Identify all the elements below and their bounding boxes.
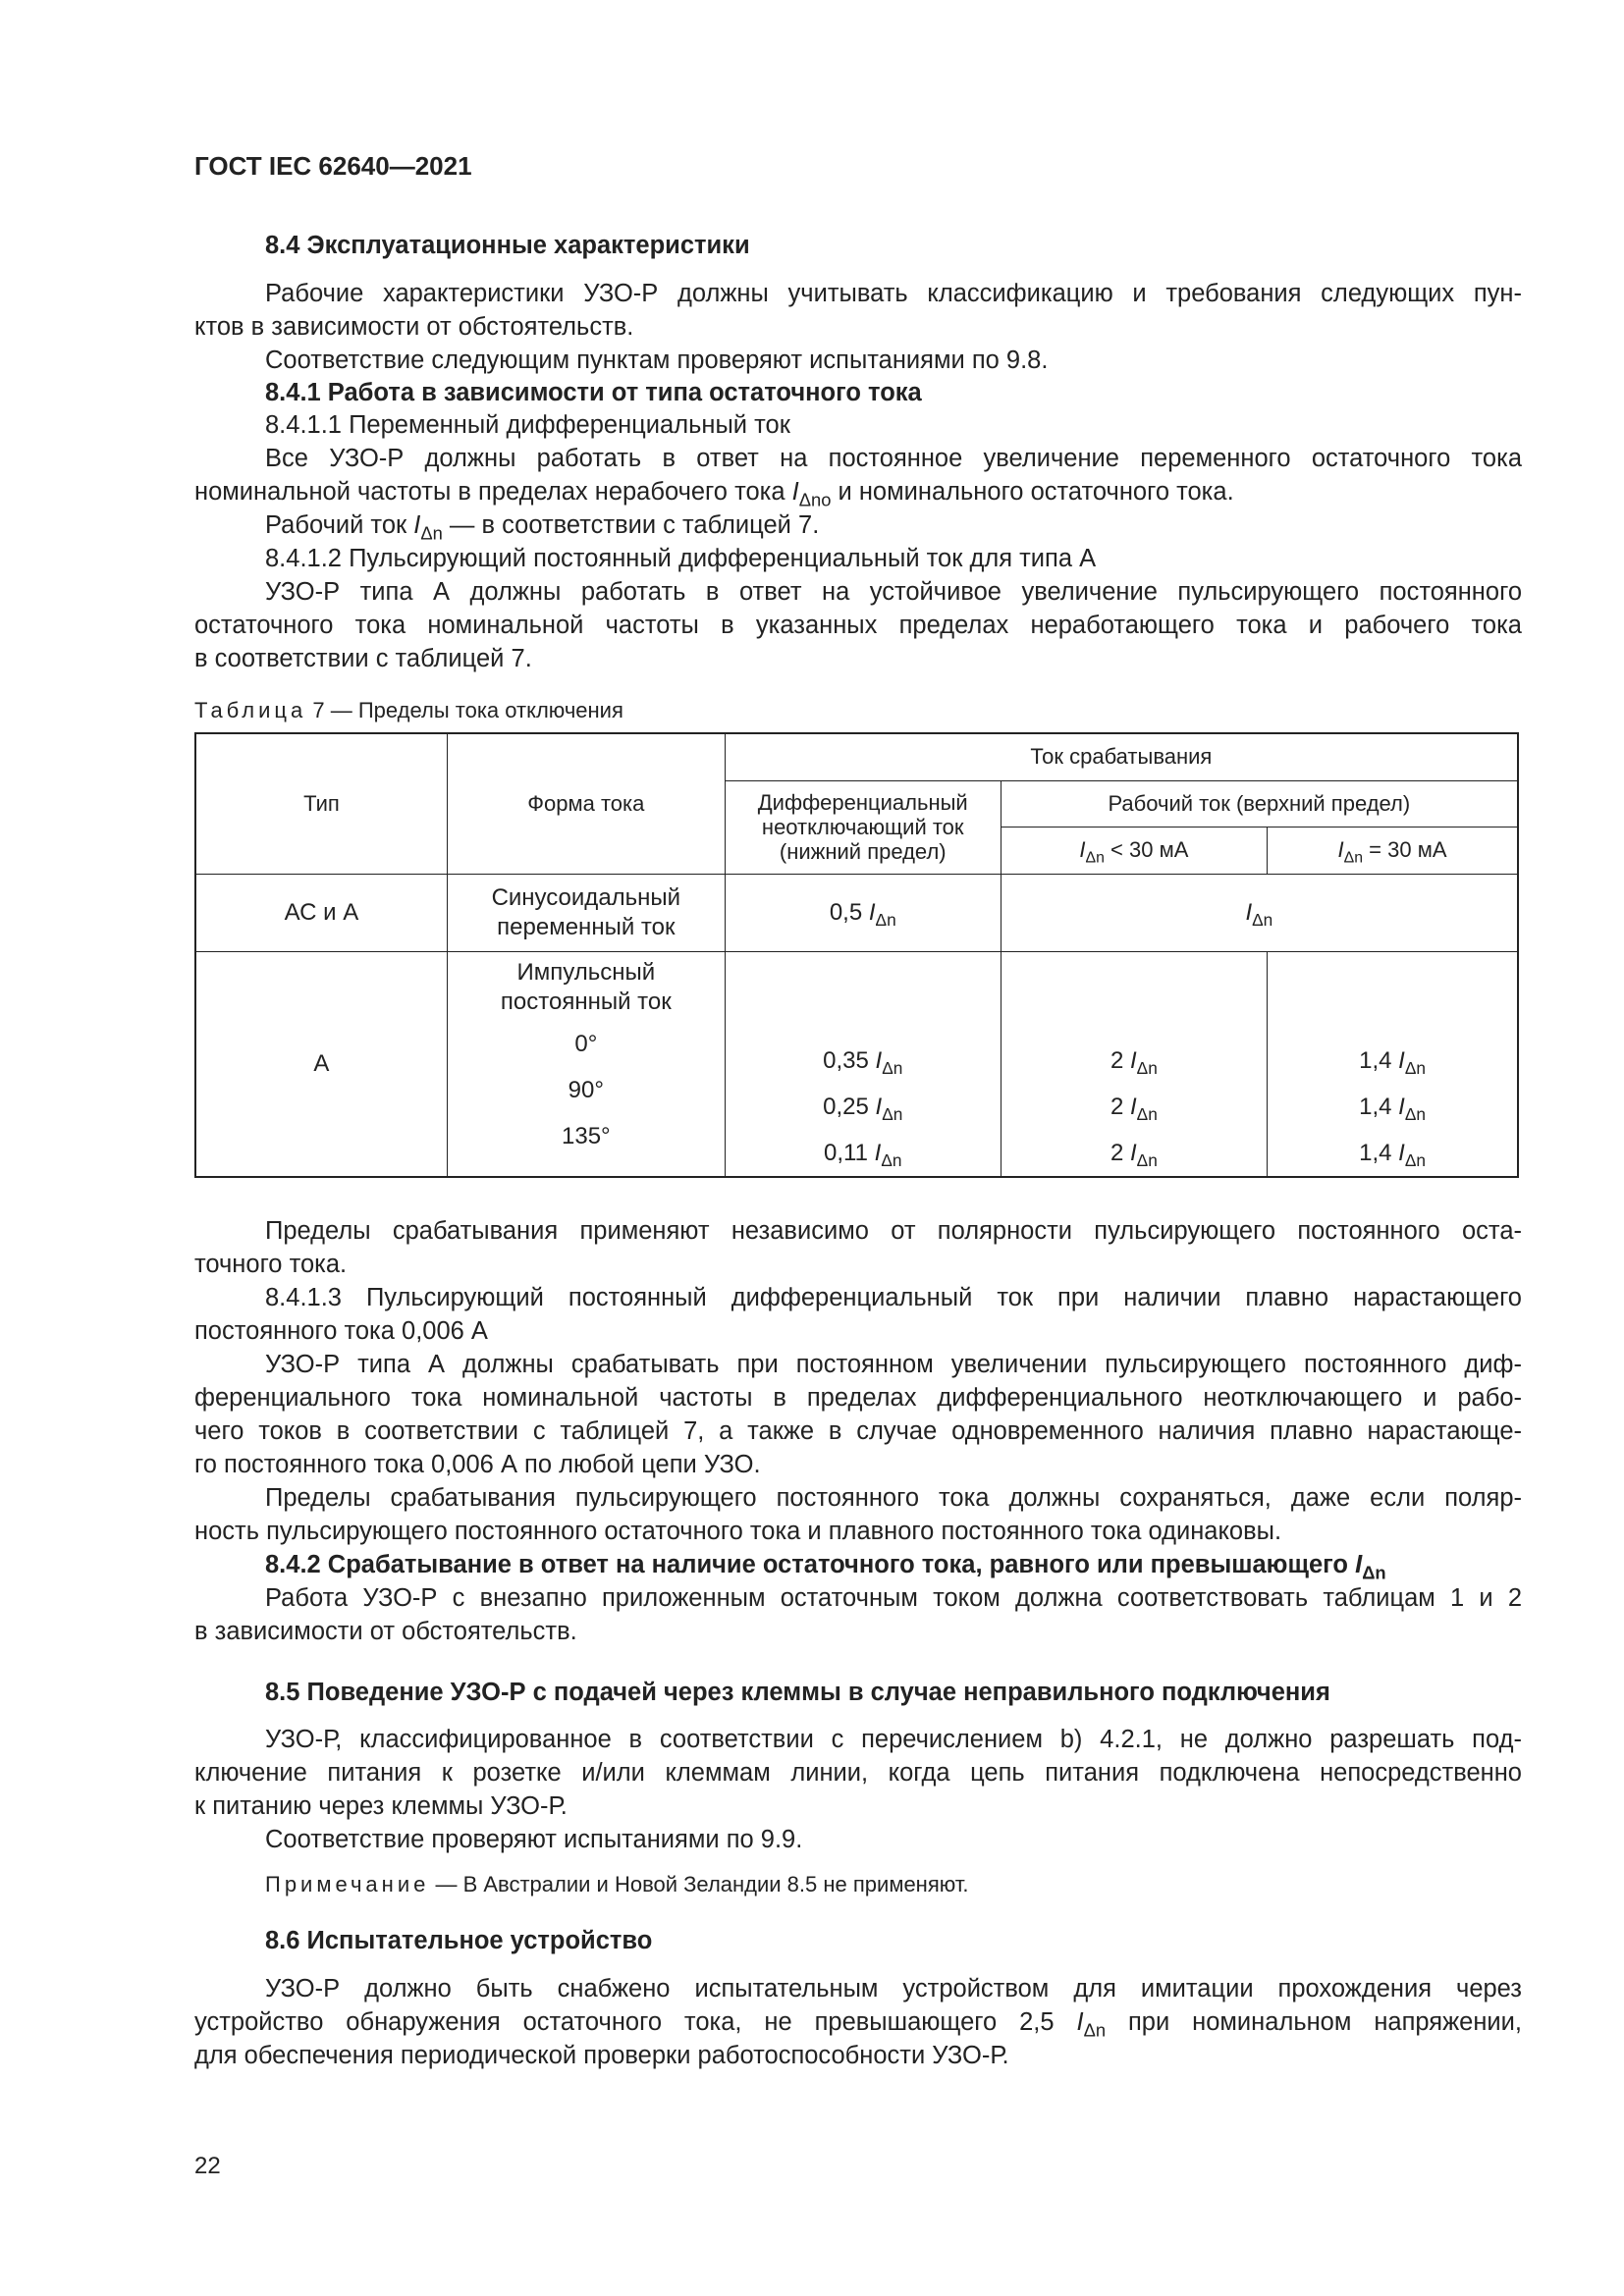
paragraph: в соответствии с таблицей 7. — [194, 645, 532, 672]
row1-working: $I_{\Delta n}$ — [1001, 874, 1518, 951]
paragraph: УЗО-Р должно быть снабжено испытательным устройством для имитации прохождения через — [265, 1975, 1522, 2002]
table-caption: Таблица 7 — Пределы тока отключения — [194, 698, 623, 722]
header-lt-30ma: $I_{\Delta n} < 30$ мА — [1001, 827, 1267, 874]
section-8-6-title: 8.6 Испытательное устройство — [265, 1927, 653, 1954]
row2-eq30: 1,4 $I_{\Delta n}$ 1,4 $I_{\Delta n}$ 1,4 $I_{\Delta n}$ — [1268, 951, 1518, 1177]
table-7 — [194, 732, 1519, 1178]
row2-form: Импульсный постоянный ток 0° 90° 135° — [447, 951, 725, 1177]
paragraph: ктов в зависимости от обстоятельств. — [194, 313, 634, 341]
header-trip-current: Ток срабатывания — [725, 733, 1518, 780]
paragraph: устройство обнаружения остаточного тока, не превышающего 2,5 $I_{\Delta n}$ при номинальном напряжении, — [194, 2008, 1522, 2041]
section-8-5-title: 8.5 Поведение УЗО-Р с подачей через клеммы в случае неправильного подключения — [265, 1679, 1330, 1706]
paragraph: ность пульсирующего постоянного остаточного тока и плавного постоянного тока одинаковы. — [194, 1518, 1282, 1545]
paragraph: Рабочие характеристики УЗО-Р должны учитывать классификацию и требования следующих пун- — [265, 280, 1522, 307]
paragraph: ференциального тока номинальной частоты в пределах дифференциального неотключающего и рабо- — [194, 1384, 1522, 1412]
row1-form: Синусоидальный переменный ток — [447, 874, 725, 951]
header-eq-30ma: $I_{\Delta n} = 30$ мА — [1268, 827, 1518, 874]
paragraph: для обеспечения периодической проверки работоспособности УЗО-Р. — [194, 2042, 1009, 2069]
header-type: Тип — [195, 733, 447, 874]
paragraph: Все УЗО-Р должны работать в ответ на постоянное увеличение переменного остаточного тока — [265, 445, 1522, 472]
paragraph: к питанию через клеммы УЗО-Р. — [194, 1792, 568, 1820]
paragraph: Соответствие проверяют испытаниями по 9.9. — [265, 1826, 803, 1853]
header-working-current: Рабочий ток (верхний предел) — [1001, 780, 1518, 827]
paragraph: УЗО-Р типа А должны срабатывать при постоянном увеличении пульсирующего постоянного диф- — [265, 1351, 1522, 1378]
paragraph: УЗО-Р, классифицированное в соответствии с перечислением b) 4.2.1, не должно разрешать под- — [265, 1726, 1522, 1753]
row1-diff: 0,5 $I_{\Delta n}$ — [725, 874, 1001, 951]
paragraph: чего токов в соответствии с таблицей 7, а также в случае одновременного наличия плавно нарастающе- — [194, 1417, 1522, 1445]
paragraph: ключение питания к розетке и/или клеммам линии, когда цепь питания подключена непосредственно — [194, 1759, 1522, 1787]
paragraph: остаточного тока номинальной частоты в указанных пределах неработающего тока и рабочего тока — [194, 612, 1522, 639]
paragraph: Пределы срабатывания применяют независимо от полярности пульсирующего постоянного оста- — [265, 1217, 1522, 1245]
section-8-4-title: 8.4 Эксплуатационные характеристики — [265, 232, 750, 259]
section-8-4-1-2-title: 8.4.1.2 Пульсирующий постоянный дифференциальный ток для типа А — [265, 545, 1097, 572]
paragraph: го постоянного тока 0,006 А по любой цепи УЗО. — [194, 1451, 761, 1478]
note: Примечание — В Австралии и Новой Зеландии 8.5 не применяют. — [265, 1872, 969, 1896]
row2-lt30: 2 $I_{\Delta n}$ 2 $I_{\Delta n}$ 2 $I_{\Delta n}$ — [1001, 951, 1267, 1177]
paragraph: Соответствие следующим пунктам проверяют испытаниями по 9.8. — [265, 347, 1049, 374]
section-8-4-1-3-title-cont: постоянного тока 0,006 А — [194, 1317, 488, 1345]
row2-diff: 0,35 $I_{\Delta n}$ 0,25 $I_{\Delta n}$ 0,11 $I_{\Delta n}$ — [725, 951, 1001, 1177]
paragraph: Рабочий ток $I_{\Delta n}$ — в соответствии с таблицей 7. — [265, 511, 820, 544]
row1-type: АС и А — [195, 874, 447, 951]
paragraph: точного тока. — [194, 1251, 348, 1278]
paragraph: Пределы срабатывания пульсирующего постоянного тока должны сохраняться, даже если поляр- — [265, 1484, 1522, 1512]
paragraph: номинальной частоты в пределах нерабочего тока $I_{\Delta no}$ и номинального остаточного тока. — [194, 478, 1234, 510]
section-8-4-2-title: 8.4.2 Срабатывание в ответ на наличие остаточного тока, равного или превышающего $I_{\Delta n}$ — [265, 1551, 1386, 1583]
header-diff-current: Дифференциальный неотключающий ток (нижний предел) — [725, 780, 1001, 874]
paragraph: в зависимости от обстоятельств. — [194, 1618, 577, 1645]
section-8-4-1-1-title: 8.4.1.1 Переменный дифференциальный ток — [265, 411, 790, 439]
paragraph: УЗО-Р типа А должны работать в ответ на устойчивое увеличение пульсирующего постоянного — [265, 578, 1522, 606]
header-form: Форма тока — [447, 733, 725, 874]
document-header: ГОСТ IEC 62640—2021 — [194, 151, 472, 181]
row2-type: А — [195, 951, 447, 1177]
page-number: 22 — [194, 2153, 221, 2179]
section-8-4-1-title: 8.4.1 Работа в зависимости от типа остаточного тока — [265, 379, 922, 406]
paragraph: Работа УЗО-Р с внезапно приложенным остаточным током должна соответствовать таблицам 1 и 2 — [265, 1584, 1522, 1612]
section-8-4-1-3-title: 8.4.1.3 Пульсирующий постоянный дифференциальный ток при наличии плавно нарастающего — [265, 1284, 1522, 1311]
